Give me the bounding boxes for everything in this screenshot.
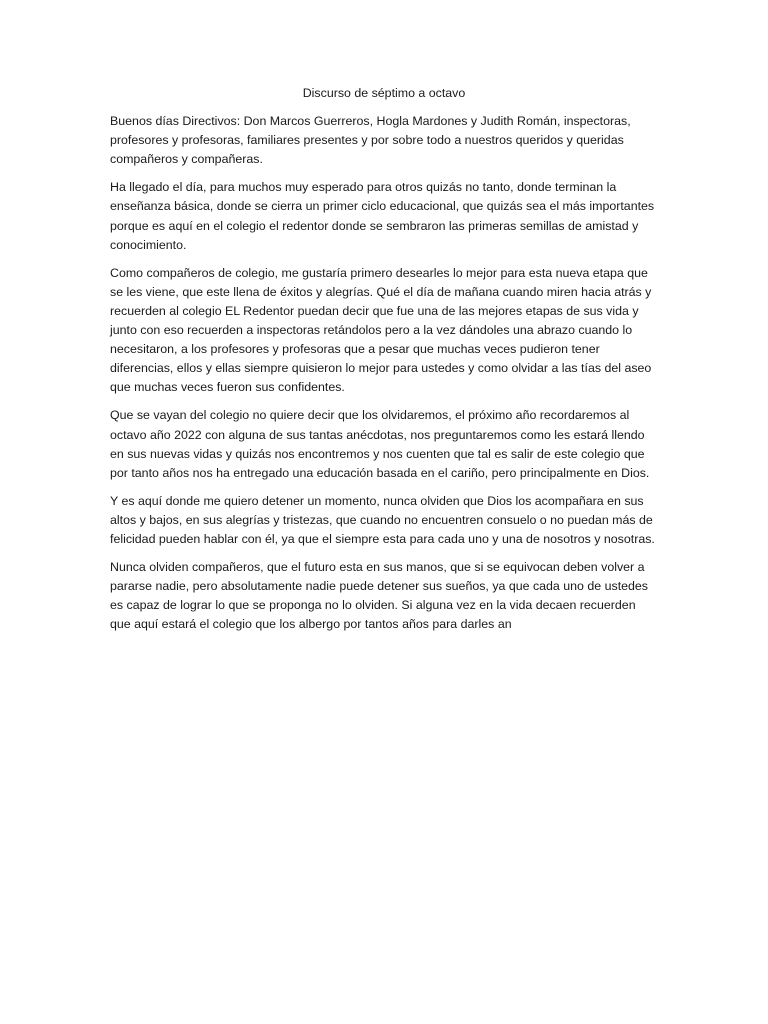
paragraph-future: Nunca olviden compañeros, que el futuro esta en sus manos, que si se equivocan deben volver a pararse nadie, pero absolutamente nadie puede detener sus sueños, ya que cada uno de ustedes es capaz de lograr lo que se proponga no lo olviden. Si alguna vez en la vida decaen recuerden que aquí estará el colegio que los albergo por tantos años para darles an bbox=[110, 560, 649, 632]
document-body bbox=[110, 84, 658, 643]
paragraph-remembrance: Que se vayan del colegio no quiere decir que los olvidaremos, el próximo año recordaremos al octavo año 2022 con alguna de sus tantas anécdotas, nos preguntaremos como les estará llendo en sus nuevas vidas y quizás nos encontremos y nos cuenten que tal es salir de este colegio que por tanto años nos ha entregado una educación basada en el cariño, pero principalmente en Dios. bbox=[110, 408, 650, 480]
paragraph-greeting: Buenos días Directivos: Don Marcos Guerreros, Hogla Mardones y Judith Román, inspectoras, profesores y profesoras, familiares presentes y por sobre todo a nuestros queridos y queridas compañeros y compañeras. bbox=[110, 114, 631, 167]
paragraph-wishes: Como compañeros de colegio, me gustaría primero desearles lo mejor para esta nueva etapa que se les viene, que este llena de éxitos y alegrías. Qué el día de mañana cuando miren hacia atrás y recuerden al colegio EL Redentor puedan decir que fue una de las mejores etapas de sus vida y junto con eso recuerden a inspectoras retándolos pero a la vez dándoles una abrazo cuando lo necesitaron, a los profesores y profesoras que a pesar que muchas veces pudieron tener diferencias, ellos y ellas siempre quisieron lo mejor para ustedes y como olvidar a las tías del aseo que muchas veces fueron sus confidentes. bbox=[110, 265, 652, 395]
paragraph-arrival: Ha llegado el día, para muchos muy esperado para otros quizás no tanto, donde terminan la enseñanza básica, donde se cierra un primer ciclo educacional, que quizás sea el más importantes porque es aquí en el colegio el redentor donde se sembraron las primeras semillas de amistad y conocimiento. bbox=[110, 180, 655, 252]
paragraph-faith: Y es aquí donde me quiero detener un momento, nunca olviden que Dios los acompañara en sus altos y bajos, en sus alegrías y tristezas, que cuando no encuentren consuelo o no puedan más de felicidad pueden hablar con él, ya que el siempre esta para cada uno y una de nosotros y nosotras. bbox=[110, 493, 655, 546]
document-title: Discurso de séptimo a octavo bbox=[302, 86, 466, 100]
